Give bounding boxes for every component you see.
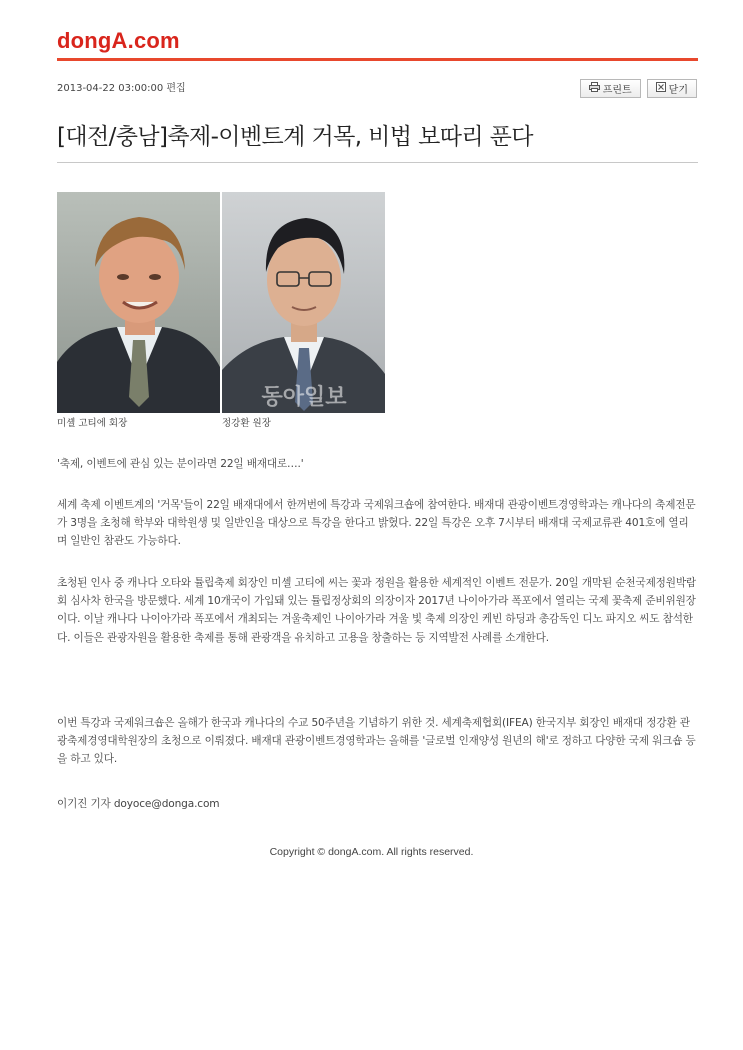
- print-label: 프린트: [602, 85, 632, 96]
- headline-divider: [57, 162, 698, 163]
- site-logo[interactable]: dongA.com: [57, 28, 180, 53]
- header-divider: [57, 58, 698, 61]
- article-paragraph: 초청된 인사 중 캐나다 오타와 튤립축제 회장인 미셸 고티에 씨는 꽃과 정원을 활용한 세계적인 이벤트 전문가. 20일 개막된 순천국제정원박람회 심사차 한국을 방문했다. 세계 10개국이 가입돼 있는 튤립정상회의 의장이자 2017년 나이아가라 폭포에서 열리는 국제 꽃축제 준비위원장이다. 이날 캐나다 나이아가라 폭포에서 개최되는 겨울축제인 나이아가라 겨울 빛 축제 의장인 케빈 하딩과 총감독인 디노 파지오 씨도 참석한다. 이들은 관광자원을 활용한 축제를 통해 관광객을 유치하고 고용을 창출하는 등 지역발전 사례를 소개한다.: [57, 577, 696, 644]
- photo-caption: 정강환 원장: [222, 418, 271, 429]
- footer-copyright: Copyright © dongA.com. All rights reserved.: [269, 846, 474, 858]
- printer-icon: [589, 82, 600, 95]
- print-button[interactable]: [580, 79, 641, 98]
- close-box-icon: [656, 82, 666, 95]
- photo-michel-gauthier: [57, 192, 220, 413]
- photo-watermark: 동아일보: [261, 385, 347, 410]
- article-paragraph: 이번 특강과 국제워크숍은 올해가 한국과 캐나다의 수교 50주년을 기념하기 위한 것. 세계축제협회(IFEA) 한국지부 회장인 배재대 정강환 관광축제경영대학원장의 초청으로 이뤄졌다. 배재대 관광이벤트경영학과는 올해를 '글로벌 인재양성 원년의 해'로 정하고 다양한 국제 워크숍 등을 하고 있다.: [57, 717, 696, 766]
- article-toolbar: [580, 79, 697, 98]
- article-date: 2013-04-22 03:00:00 편집: [57, 83, 186, 94]
- article-paragraph: 세계 축제 이벤트계의 '거목'들이 22일 배재대에서 한꺼번에 특강과 국제워크숍에 참여한다. 배재대 관광이벤트경영학과는 캐나다의 축제전문가 3명을 초청해 학부와 대학원생 및 일반인을 대상으로 특강을 한다고 밝혔다. 22일 특강은 오후 7시부터 배재대 국제교류관 401호에 열리며 일반인 참관도 가능하다.: [57, 499, 696, 548]
- article-lede: '축제, 이벤트에 관심 있는 분이라면 22일 배재대로….': [57, 458, 304, 470]
- photo-caption: 미셸 고티에 회장: [57, 418, 128, 429]
- photo-jeong-kang-hwan: [222, 192, 385, 413]
- article-headline: [대전/충남]축제-이벤트계 거목, 비법 보따리 푼다: [57, 124, 533, 150]
- article-byline: 이기진 기자 doyoce@donga.com: [57, 798, 220, 810]
- close-label: 닫기: [668, 85, 688, 96]
- close-button[interactable]: [647, 79, 697, 98]
